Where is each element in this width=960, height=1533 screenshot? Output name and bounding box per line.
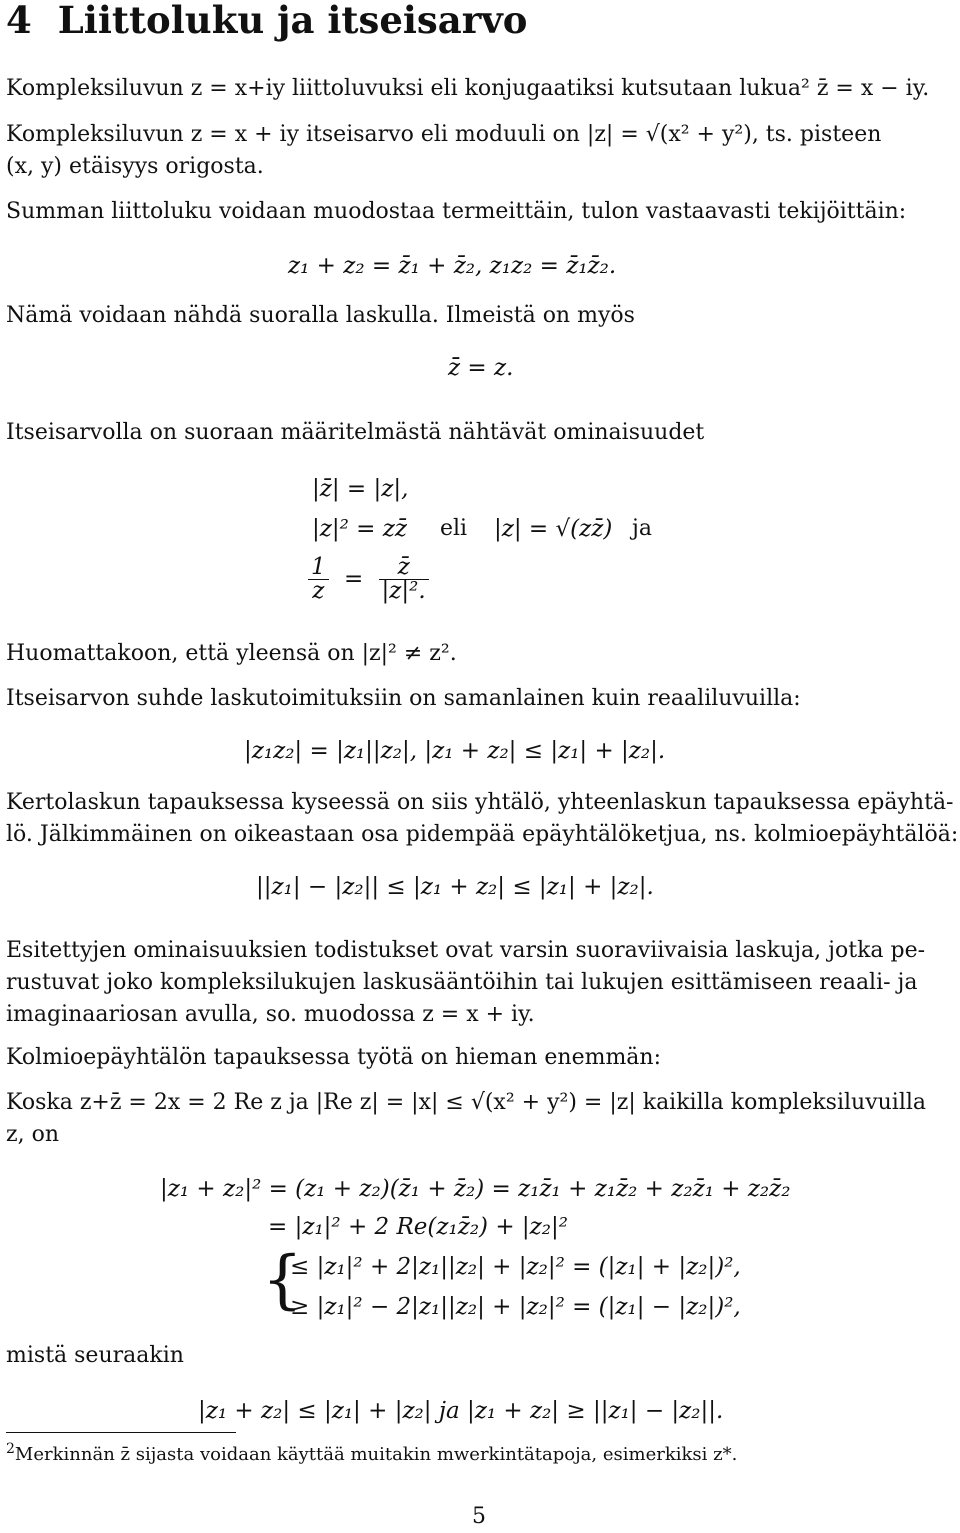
paragraph-triangle-more-work: Kolmioepäyhtälön tapauksessa työtä on hieman enemmän:: [6, 1045, 662, 1070]
equation-upper-bound: ≤ |z₁|² + 2|z₁||z₂| + |z₂|² = (|z₁| + |z₂|)²,: [290, 1254, 741, 1280]
section-number: 4: [6, 0, 32, 42]
equation-double-conjugate: z̄̄ = z.: [448, 355, 514, 381]
footnote: [6, 1441, 738, 1465]
footnote-text: Merkinnän z̄ sijasta voidaan käyttää muitakin mwerkintätapoja, esimerkiksi z*.: [14, 1444, 738, 1465]
paragraph-since-line1: Koska z+z̄ = 2x = 2 Re z ja |Re z| = |x| ≤ √(x² + y²) = |z| kaikilla kompleksiluvuilla: [6, 1090, 927, 1115]
equation-conjugate-sum-product: z₁ + z₂ = z̄₁ + z̄₂, z₁z₂ = z̄₁z̄₂.: [288, 253, 617, 279]
equation-reciprocal: [308, 556, 429, 603]
paragraph-sum-product-conjugate: Summan liittoluku voidaan muodostaa termeittäin, tulon vastaavasti tekijöittäin:: [6, 199, 907, 224]
fraction-zbar-over-modsq: [379, 556, 429, 603]
paragraph-note-modulus-squared: Huomattakoon, että yleensä on |z|² ≠ z².: [6, 641, 457, 666]
paragraph-conjugate-definition: Kompleksiluvun z = x+iy liittoluvuksi eli konjugaatiksi kutsutaan lukua² z̄ = x − iy.: [6, 76, 930, 101]
paragraph-whence-follows: mistä seuraakin: [6, 1343, 184, 1368]
equation-final-inequalities: |z₁ + z₂| ≤ |z₁| + |z₂| ja |z₁ + z₂| ≥ ||z₁| − |z₂||.: [198, 1398, 724, 1424]
fraction-denominator: |z|².: [381, 578, 426, 604]
paragraph-proofs-line1: Esitettyjen ominaisuuksien todistukset ovat varsin suoraviivaisia laskuja, jotka pe-: [6, 938, 926, 963]
fraction-denominator: z: [312, 578, 325, 604]
footnote-separator: [6, 1432, 236, 1433]
equation-modulus-squared: |z|² = zz̄: [312, 516, 407, 542]
fraction-one-over-z: [308, 556, 329, 603]
paragraph-proofs-line3: imaginaariosan avulla, so. muodossa z = x + iy.: [6, 1002, 535, 1027]
paragraph-equality-inequality-line1: Kertolaskun tapauksessa kyseessä on siis yhtälö, yhteenlaskun tapauksessa epäyhtä-: [6, 790, 954, 815]
equation-lower-bound: ≥ |z₁|² − 2|z₁||z₂| + |z₂|² = (|z₁| − |z₂|)²,: [290, 1294, 741, 1320]
fraction-numerator: 1: [308, 556, 329, 580]
paragraph-modulus-properties: Itseisarvolla on suoraan määritelmästä nähtävät ominaisuudet: [6, 420, 705, 445]
section-title: Liittoluku ja itseisarvo: [57, 0, 528, 42]
page-number: 5: [472, 1504, 486, 1529]
left-brace: {: [262, 1243, 303, 1317]
equation-modulus-product-sum: |z₁z₂| = |z₁||z₂|, |z₁ + z₂| ≤ |z₁| + |z₂|.: [244, 738, 666, 764]
section-heading: [6, 0, 528, 42]
equation-expansion-line2: = |z₁|² + 2 Re(z₁z̄₂) + |z₂|²: [268, 1214, 568, 1240]
equation-triangle-inequality: ||z₁| − |z₂|| ≤ |z₁ + z₂| ≤ |z₁| + |z₂|.: [256, 874, 654, 900]
paragraph-proofs-line2: rustuvat joko kompleksilukujen laskusääntöihin tai lukujen esittämiseen reaali- ja: [6, 970, 918, 995]
word-ja: ja: [632, 516, 652, 541]
paragraph-equality-inequality-line2: lö. Jälkimmäinen on oikeastaan osa pidempää epäyhtälöketjua, ns. kolmioepäyhtälöä:: [6, 822, 959, 847]
fraction-numerator: z̄: [379, 556, 429, 580]
paragraph-modulus-operations: Itseisarvon suhde laskutoimituksiin on samanlainen kuin reaaliluvuilla:: [6, 686, 801, 711]
word-eli: eli: [440, 516, 468, 541]
paragraph-modulus-definition-line1: Kompleksiluvun z = x + iy itseisarvo eli moduuli on |z| = √(x² + y²), ts. pisteen: [6, 122, 882, 147]
paragraph-since-line2: z, on: [6, 1122, 59, 1147]
footnote-mark: 2: [6, 1441, 15, 1457]
equation-modulus-sqrt: |z| = √(zz̄): [494, 516, 613, 542]
paragraph-direct-calculation: Nämä voidaan nähdä suoralla laskulla. Ilmeistä on myös: [6, 303, 635, 328]
paragraph-modulus-definition-line2: (x, y) etäisyys origosta.: [6, 154, 264, 179]
equals-sign: =: [343, 565, 364, 592]
equation-modulus-conjugate: |z̄| = |z|,: [312, 476, 409, 502]
equation-expansion-line1: |z₁ + z₂|² = (z₁ + z₂)(z̄₁ + z̄₂) = z₁z̄₁ + z₁z̄₂ + z₂z̄₁ + z₂z̄₂: [160, 1176, 791, 1202]
